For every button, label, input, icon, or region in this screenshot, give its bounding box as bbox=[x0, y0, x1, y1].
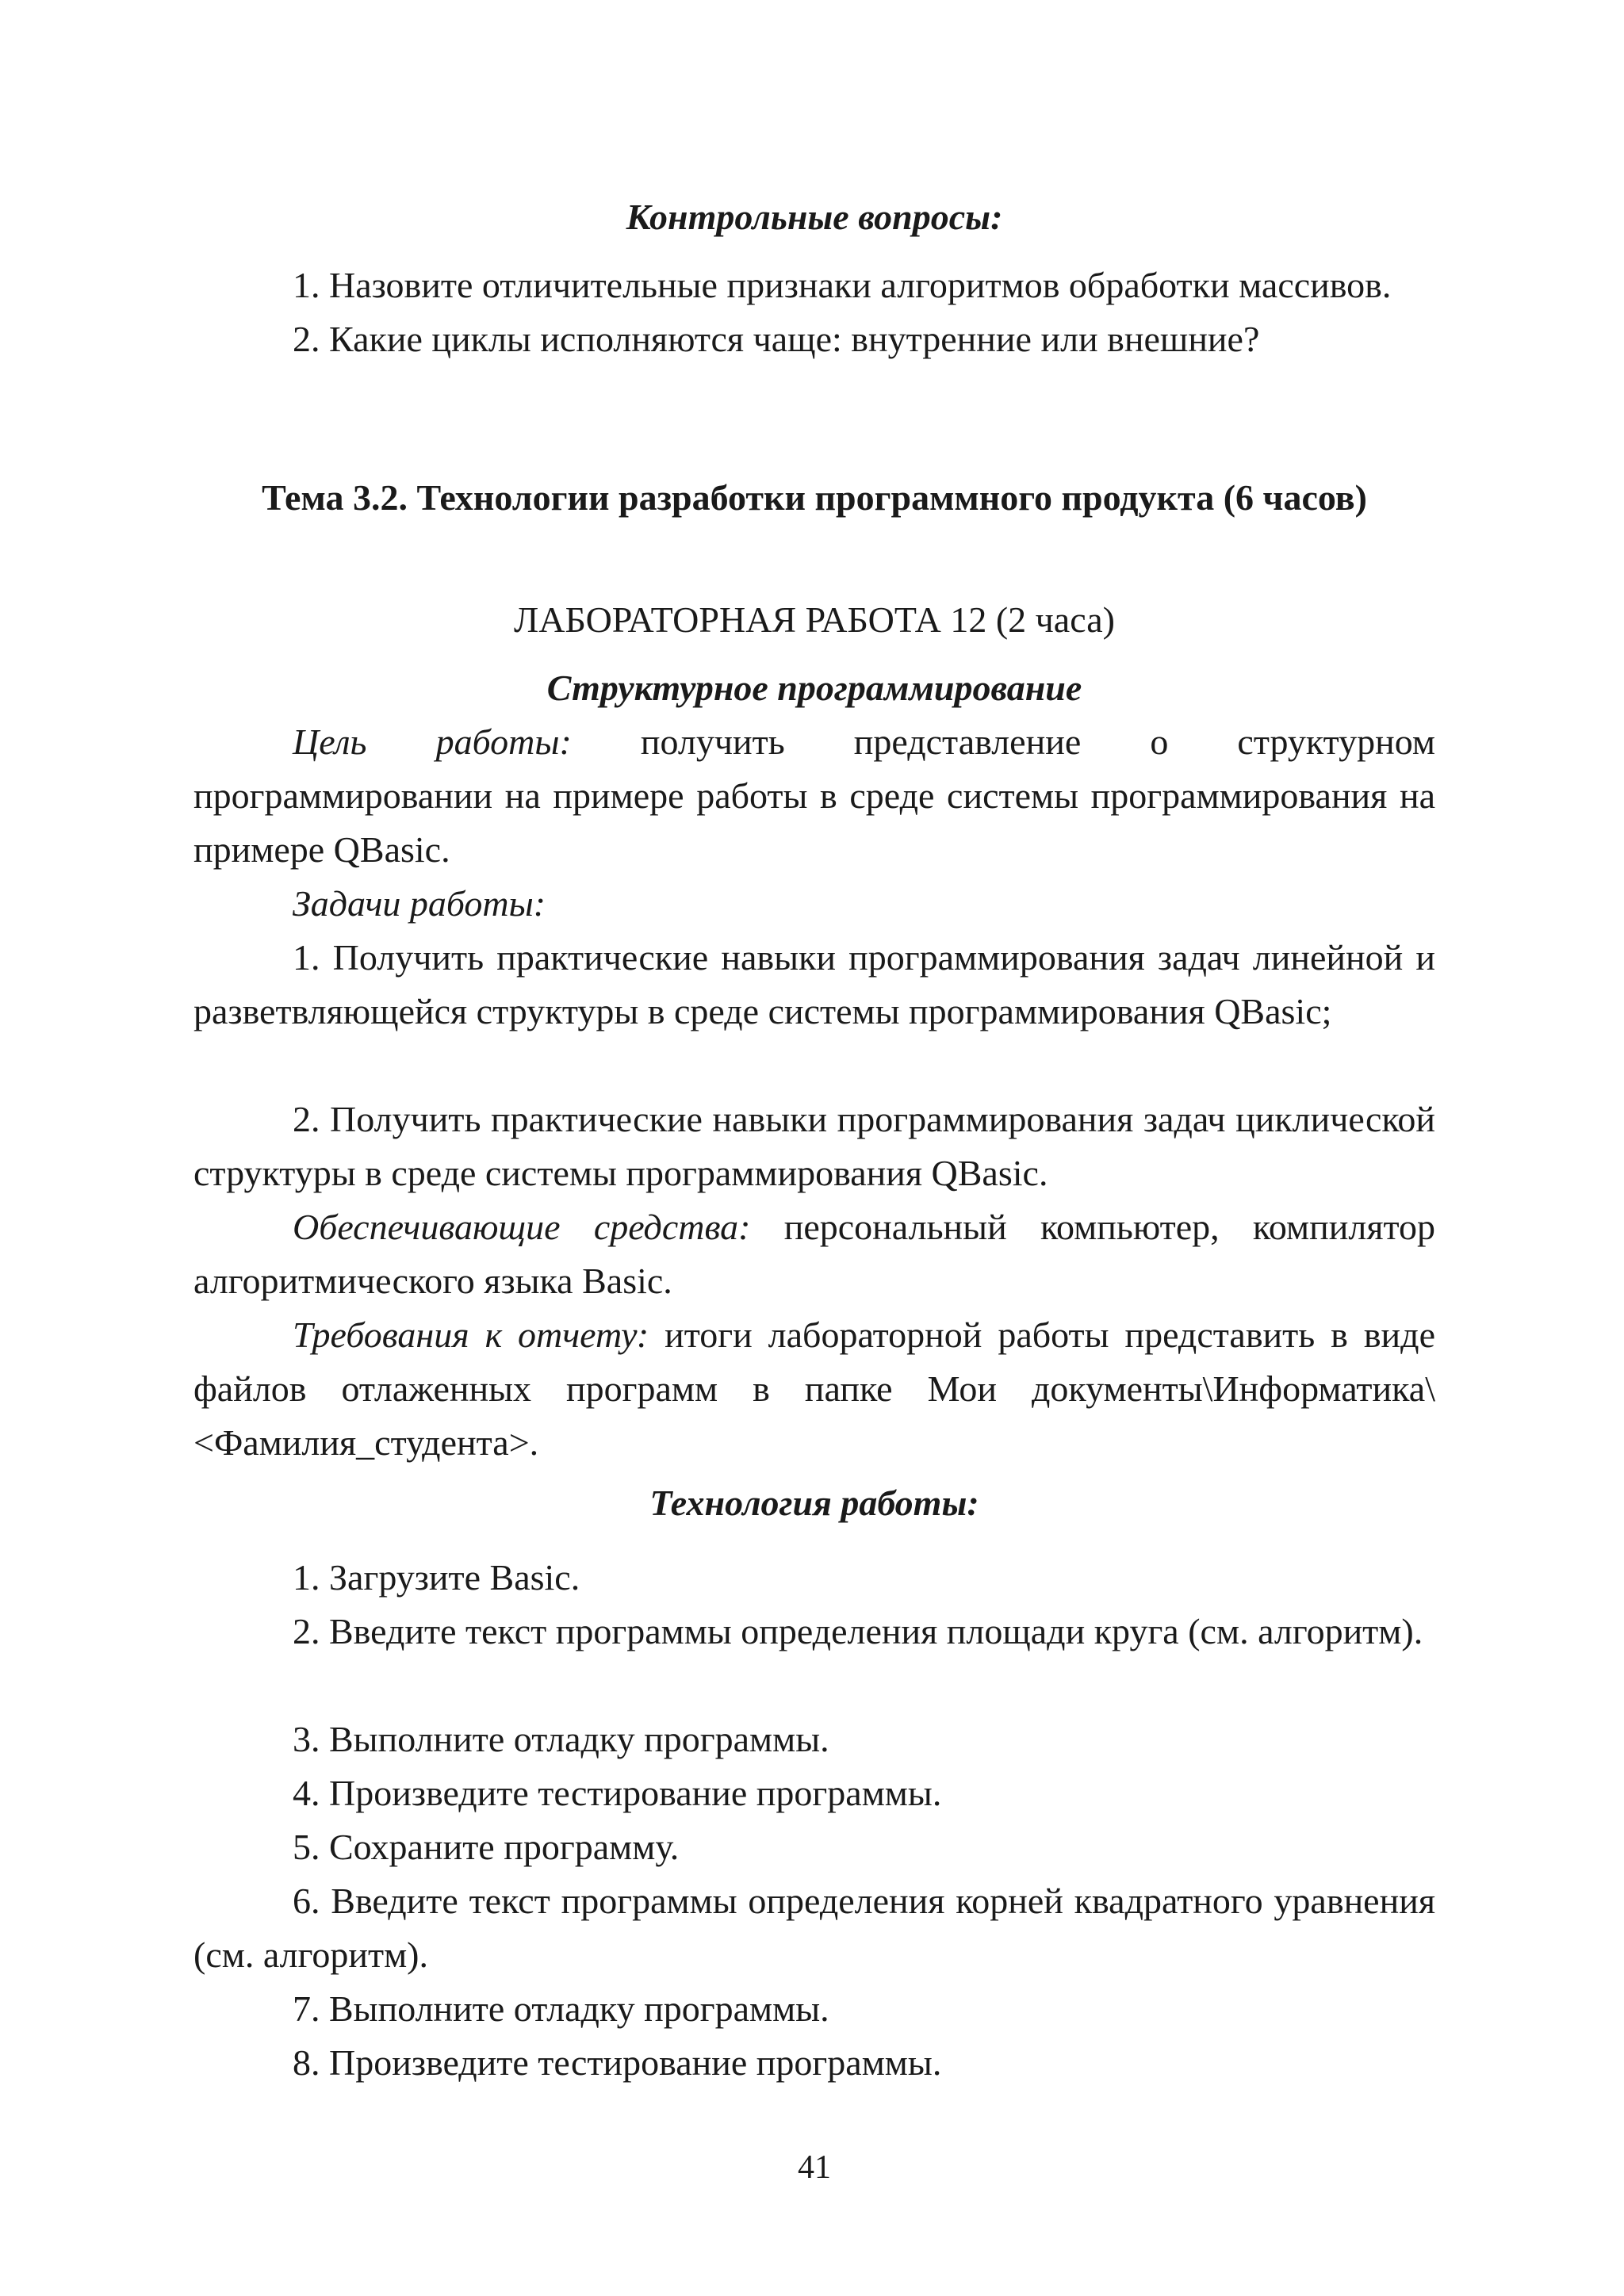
tasks-label: Задачи работы: bbox=[293, 883, 546, 924]
means-paragraph bbox=[193, 1200, 1435, 1308]
technology-step: 8. Произведите тестирование программы. bbox=[293, 2042, 942, 2083]
technology-step: 7. Выполните отладку программы. bbox=[293, 1988, 829, 2029]
control-questions-heading: Контрольные вопросы: bbox=[626, 197, 1003, 237]
technology-step: 5. Сохраните программу. bbox=[293, 1827, 680, 1867]
goal-text: получить представление о структурном программировании на примере работы в среде системы программирования на примере QBasic. bbox=[193, 721, 1435, 870]
task-item: 1. Получить практические навыки программирования задач линейной и разветвляющейся структуры в среде системы программирования QBasic; bbox=[193, 937, 1435, 1031]
control-question-item: 2. Какие циклы исполняются чаще: внутренние или внешние? bbox=[293, 319, 1260, 359]
technology-step: 6. Введите текст программы определения корней квадратного уравнения (см. алгоритм). bbox=[193, 1881, 1435, 1975]
goal-paragraph bbox=[193, 715, 1435, 877]
report-paragraph bbox=[193, 1308, 1435, 1470]
technology-heading: Технология работы: bbox=[649, 1483, 979, 1523]
report-label: Требования к отчету: bbox=[293, 1314, 649, 1355]
lab-subtitle: Структурное программирование bbox=[546, 668, 1082, 708]
page-number: 41 bbox=[798, 2149, 831, 2186]
technology-step: 1. Загрузите Basic. bbox=[293, 1557, 580, 1598]
goal-label: Цель работы: bbox=[293, 721, 572, 762]
means-label: Обеспечивающие средства: bbox=[293, 1207, 751, 1247]
control-question-item: 1. Назовите отличительные признаки алгоритмов обработки массивов. bbox=[293, 265, 1392, 305]
technology-step: 3. Выполните отладку программы. bbox=[293, 1719, 829, 1759]
technology-step: 4. Произведите тестирование программы. bbox=[293, 1773, 942, 1813]
topic-title: Тема 3.2. Технологии разработки программного продукта (6 часов) bbox=[262, 477, 1367, 518]
lab-title: ЛАБОРАТОРНАЯ РАБОТА 12 (2 часа) bbox=[514, 599, 1115, 640]
task-item: 2. Получить практические навыки программирования задач циклической структуры в среде системы программирования QBasic. bbox=[193, 1099, 1435, 1193]
technology-step: 2. Введите текст программы определения площади круга (см. алгоритм). bbox=[293, 1611, 1423, 1651]
means-text: персональный компьютер, компилятор алгоритмического языка Basic. bbox=[193, 1207, 1435, 1301]
report-text: итоги лабораторной работы представить в виде файлов отлаженных программ в папке Мои документы\Информатика\ <Фамилия_студента>. bbox=[193, 1314, 1435, 1463]
